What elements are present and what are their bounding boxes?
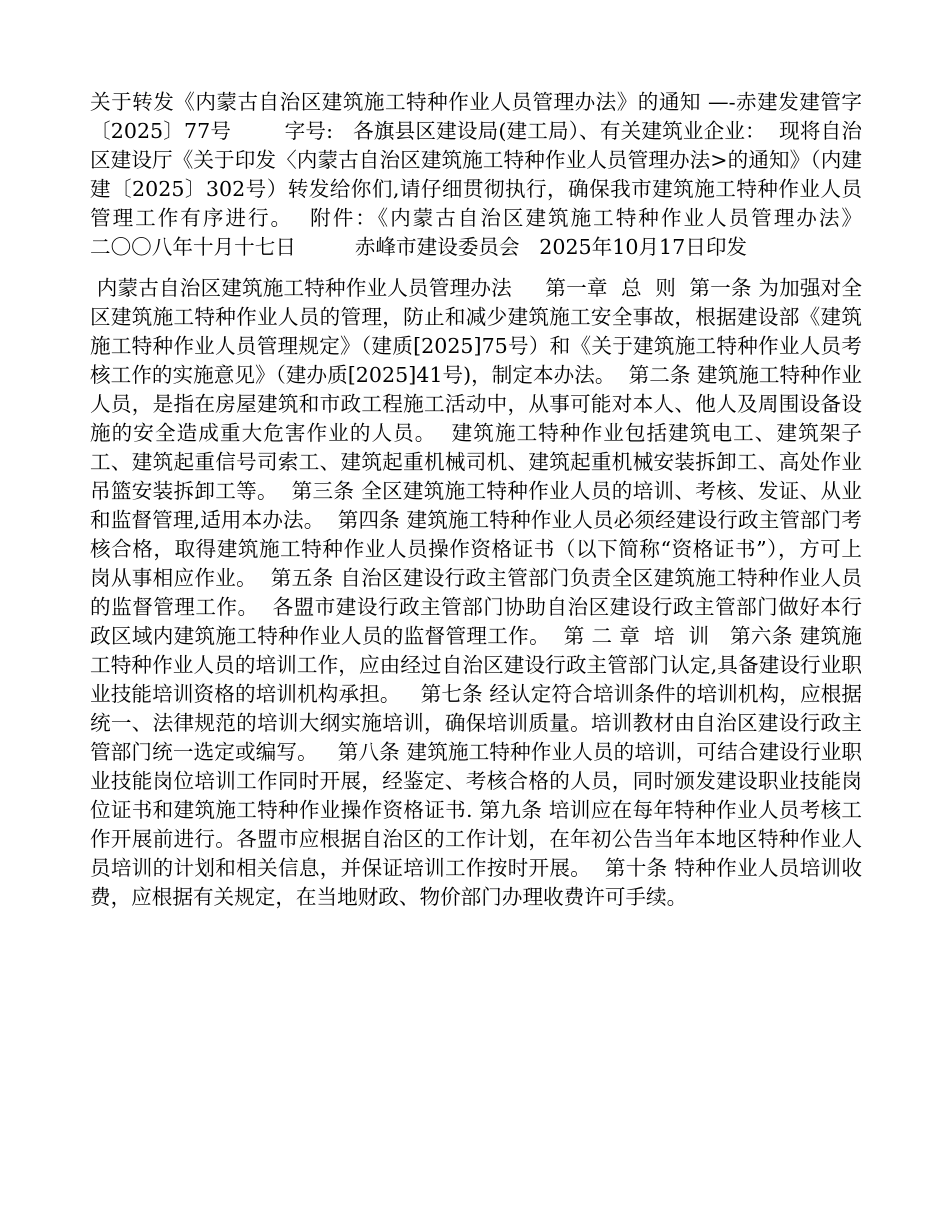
document-body bbox=[90, 88, 948, 912]
notice-paragraph: 关于转发《内蒙古自治区建筑施工特种作业人员管理办法》的通知 —-赤建发建管字〔2025〕77号 字号: 各旗县区建设局(建工局）、有关建筑业企业： 现将自治区建设厅《关于印发〈内蒙古自治区建筑施工特种作业人员管理办法>的通知》（内建建〔2025〕302号）转发给你们,请仔细贯彻执行，确保我市建筑施工特种作业人员管理工作有序进行。 附件：《内蒙古自治区建筑施工特种作业人员管理办法》 二〇〇八年十月十七日 赤峰市建设委员会 2025年10月17日印发 bbox=[90, 90, 948, 259]
regulation-paragraph: 内蒙古自治区建筑施工特种作业人员管理办法 第一章 总 则 第一条 为加强对全区建筑施工特种作业人员的管理，防止和减少建筑施工安全事故，根据建设部《建筑施工特种作业人员管理规定》（建质[2025]75号）和《关于建筑施工特种作业人员考核工作的实施意见》（建办质[2025]41号)，制定本办法。 第二条 建筑施工特种作业人员，是指在房屋建筑和市政工程施工活动中，从事可能对本人、他人及周围设备设施的安全造成重大危害作业的人员。 建筑施工特种作业包括建筑电工、建筑架子工、建筑起重信号司索工、建筑起重机械司机、建筑起重机械安装拆卸工、高处作业吊篮安装拆卸工等。 第三条 全区建筑施工特种作业人员的培训、考核、发证、从业和监督管理,适用本办法。 第四条 建筑施工特种作业人员必须经建设行政主管部门考核合格，取得建筑施工特种作业人员操作资格证书（以下简称“资格证书”），方可上岗从事相应作业。 第五条 自治区建设行政主管部门负责全区建筑施工特种作业人员的监督管理工作。 各盟市建设行政主管部门协助自治区建设行政主管部门做好本行政区域内建筑施工特种作业人员的监督管理工作。 第 二 章 培 训 第六条 建筑施工特种作业人员的培训工作，应由经过自治区建设行政主管部门认定,具备建设行业职业技能培训资格的培训机构承担。 第七条 经认定符合培训条件的培训机构，应根据统一、法律规范的培训大纲实施培训，确保培训质量。培训教材由自治区建设行政主管部门统一选定或编写。 第八条 建筑施工特种作业人员的培训，可结合建设行业职业技能岗位培训工作同时开展，经鉴定、考核合格的人员，同时颁发建设职业技能岗位证书和建筑施工特种作业操作资格证书. 第九条 培训应在每年特种作业人员考核工作开展前进行。各盟市应根据自治区的工作计划，在年初公告当年本地区特种作业人员培训的计划和相关信息，并保证培训工作按时开展。 第十条 特种作业人员培训收费，应根据有关规定，在当地财政、物价部门办理收费许可手续。 bbox=[90, 276, 862, 909]
